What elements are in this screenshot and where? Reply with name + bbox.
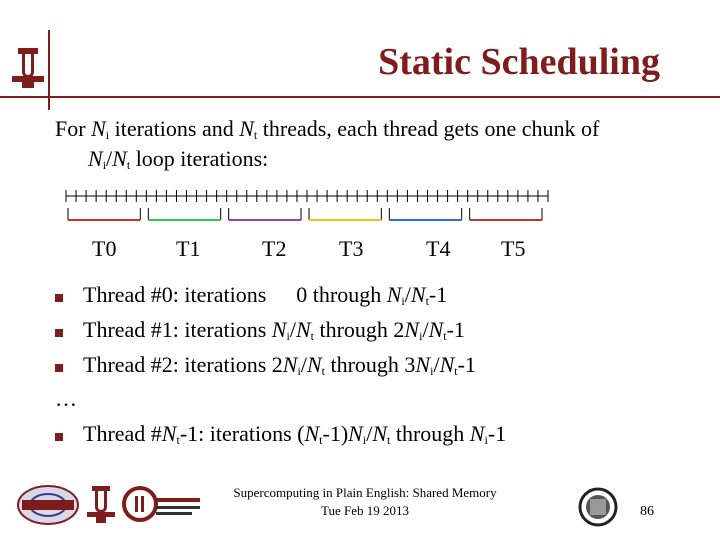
ou-footer-logo-icon: [84, 484, 118, 524]
page-number: 86: [640, 504, 654, 519]
chunk-label-t5: T5: [501, 236, 526, 261]
seal-logo-icon: [578, 487, 618, 527]
bullet-square-icon: [55, 364, 63, 372]
bullet-square-icon: [55, 433, 63, 441]
bullet-square-icon: [55, 294, 63, 302]
intro-line-2: $N_i/N_t$ loop iterations:: [88, 146, 269, 172]
chunk-label-t3: T3: [339, 236, 364, 261]
iteration-diagram: [60, 186, 560, 226]
footer-line-1: Supercomputing in Plain English: Shared Memory: [233, 485, 497, 500]
slide-title: Static Scheduling: [378, 41, 660, 83]
chunk-label-t2: T2: [262, 236, 287, 261]
intro-text: [55, 114, 695, 174]
chunk-label-t0: T0: [92, 236, 117, 261]
title-horizontal-rule: [0, 96, 720, 98]
ou-logo-icon: [8, 46, 48, 90]
title-vertical-rule: [48, 30, 50, 110]
intro-line-1: For $N_i$ iterations and $N_t$ threads, each thread gets one chunk of: [55, 116, 600, 142]
footer-text: [200, 484, 530, 520]
oscer-logo-icon: [16, 484, 80, 526]
bullet-square-icon: [55, 329, 63, 337]
it-logo-icon: [122, 486, 202, 524]
chunk-label-t1: T1: [176, 236, 201, 261]
footer-line-2: Tue Feb 19 2013: [320, 503, 409, 518]
ellipsis: …: [55, 386, 77, 411]
chunk-label-t4: T4: [426, 236, 451, 261]
